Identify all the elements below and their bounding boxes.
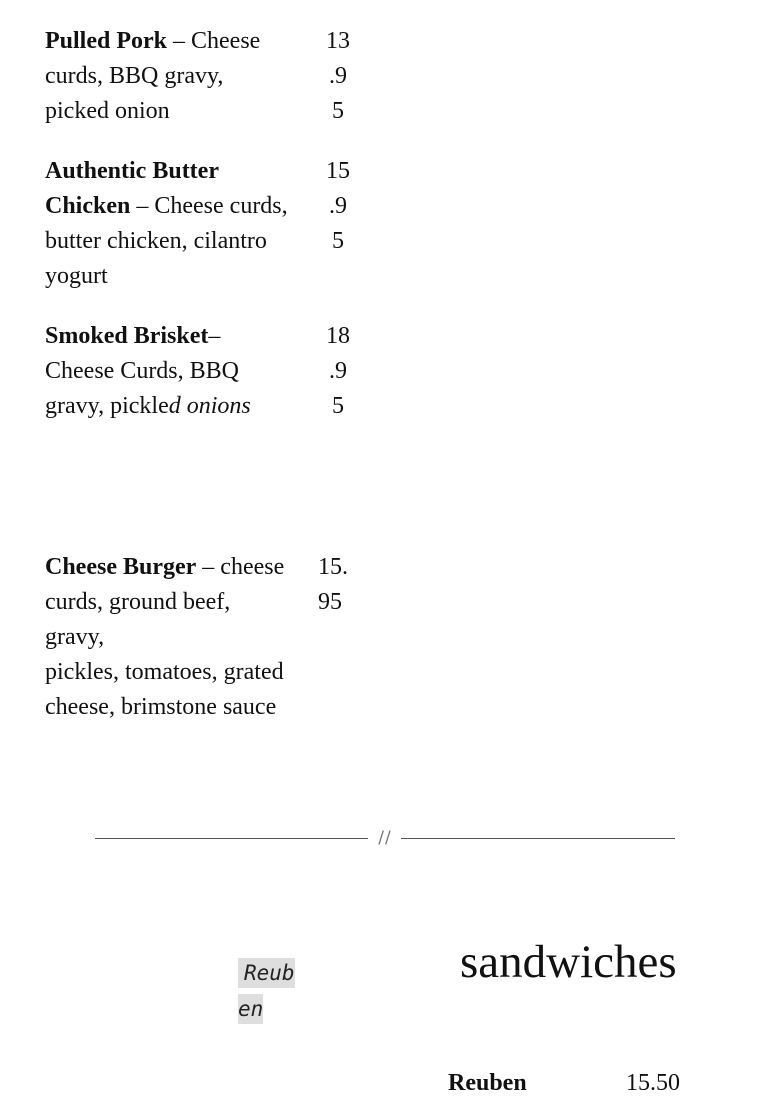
menu-item-price: 15. 95	[318, 554, 348, 615]
divider-line-left	[95, 838, 368, 839]
menu-item-smoked-brisket	[45, 319, 365, 424]
menu-item-description: Cheese Burger – cheese curds, ground beef, gravy, pickles, tomatoes, grated cheese, brimstone sauce	[45, 554, 285, 720]
menu-item-price: 18 .9 5	[326, 323, 350, 419]
divider-mark: //	[378, 828, 392, 848]
menu-item-name-cont: Chicken	[45, 193, 131, 219]
menu-item-description: Pulled Pork – Cheese curds, BBQ gravy, picked onion	[45, 28, 261, 124]
sandwich-item-price: 15.50	[626, 1070, 680, 1096]
menu-item-name: Smoked Brisket	[45, 323, 209, 349]
section-divider	[95, 826, 675, 850]
menu-item-cheese-burger	[45, 550, 365, 725]
divider-line-right	[401, 838, 675, 839]
menu-item-description: Smoked Brisket– Cheese Curds, BBQ gravy, pickled onions	[45, 323, 251, 419]
menu-item-price: 15 .9 5	[326, 158, 350, 254]
menu-item-description: Authentic Butter Chicken – Cheese curds, butter chicken, cilantro yogurt	[45, 154, 310, 294]
code-tag-line-2: en	[238, 994, 263, 1024]
section-title-sandwiches: sandwiches	[460, 936, 677, 988]
menu-item-name: Cheese Burger	[45, 554, 197, 580]
menu-item-price: 13 .9 5	[326, 28, 350, 124]
menu-item-butter-chicken	[45, 154, 365, 294]
menu-item-name: Pulled Pork	[45, 28, 168, 54]
menu-item-name: Authentic Butter	[45, 158, 219, 184]
code-tag	[238, 955, 308, 1027]
menu-item-pulled-pork	[45, 24, 365, 129]
code-tag-line-1: Reub	[238, 958, 295, 988]
sandwich-item-name: Reuben	[448, 1070, 527, 1096]
